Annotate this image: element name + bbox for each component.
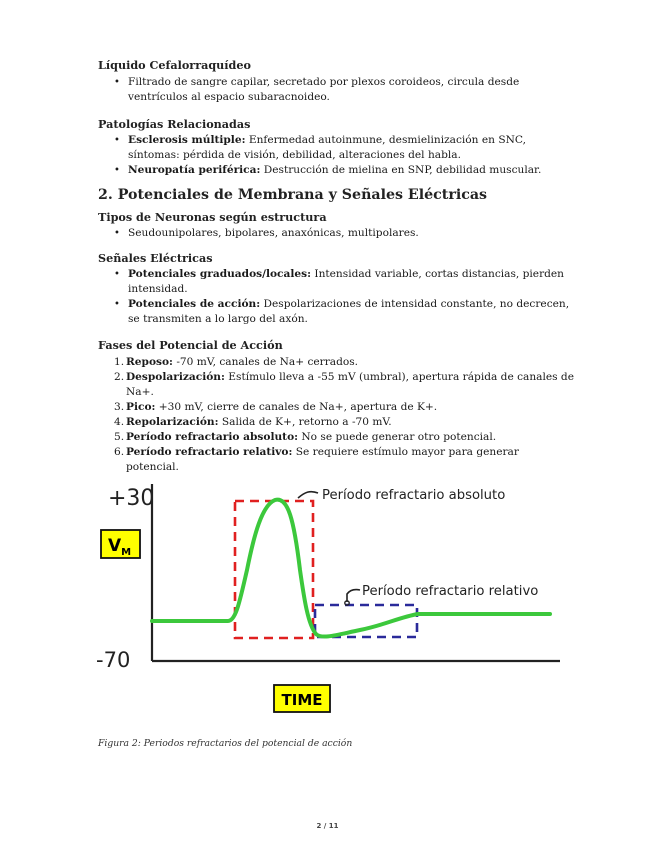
item-number: 1. (114, 356, 125, 368)
item-text: Despolarizaciones de intensidad constante, no decrecen, se transmiten a lo largo del axón. (128, 298, 570, 325)
item-number: 5. (114, 431, 125, 443)
item-term: Pico: (126, 401, 156, 413)
item-number: 6. (114, 446, 125, 458)
item-text: No se puede generar otro potencial. (298, 431, 497, 443)
item-term: Esclerosis múltiple: (128, 134, 246, 146)
signals-heading: Señales Eléctricas (98, 251, 213, 265)
item-number: 2. (114, 371, 125, 383)
bullet-icon: • (114, 269, 120, 280)
bullet-icon: • (114, 165, 120, 176)
item-text: Se requiere estímulo mayor para generar potencial. (126, 446, 519, 473)
relative-refractory-box (315, 605, 417, 637)
bullet-icon: • (114, 135, 120, 146)
pathologies-heading: Patologías Relacionadas (98, 117, 251, 131)
relative-refractory-label: Período refractario relativo (362, 584, 539, 599)
absolute-refractory-label: Período refractario absoluto (322, 488, 506, 503)
action-potential-trace (152, 500, 550, 637)
item-term: Reposo: (126, 356, 173, 368)
absolute-pointer (298, 492, 318, 498)
phases-heading: Fases del Potencial de Acción (98, 338, 283, 352)
item-number: 3. (114, 401, 125, 413)
item-text: Estímulo lleva a -55 mV (umbral), apertura rápida de canales de Na+. (126, 371, 574, 398)
item-text: Seudounipolares, bipolares, anaxónicas, multipolares. (128, 227, 419, 239)
bullet-icon: • (114, 228, 120, 239)
item-term: Período refractario relativo: (126, 446, 293, 458)
section-2-title: 2. Potenciales de Membrana y Señales Eléctricas (98, 187, 488, 203)
bullet-icon: • (114, 77, 120, 88)
item-text: Salida de K+, retorno a -70 mV. (218, 416, 392, 428)
item-term: Potenciales de acción: (128, 298, 261, 310)
bullet-icon: • (114, 299, 120, 310)
item-term: Repolarización: (126, 416, 219, 428)
item-text: +30 mV, cierre de canales de Na+, apertura de K+. (155, 401, 438, 413)
item-text: Destrucción de mielina en SNP, debilidad muscular. (260, 164, 542, 176)
figure-caption: Figura 2: Periodos refractarios del potencial de acción (98, 738, 353, 749)
item-text: Filtrado de sangre capilar, secretado por plexos coroideos, circula desde ventrículos al espacio subaracnoideo. (128, 76, 520, 103)
lcr-heading: Líquido Cefalorraquídeo (98, 58, 251, 72)
vm-label: $V_M$ (108, 536, 132, 558)
item-term: Neuropatía periférica: (128, 164, 261, 176)
y-bottom-label: -70 (96, 648, 131, 672)
item-term: Potenciales graduados/locales: (128, 268, 312, 280)
neuron-types-heading: Tipos de Neuronas según estructura (98, 210, 327, 224)
y-top-label: +30 (108, 486, 155, 511)
item-number: 4. (114, 416, 125, 428)
item-text: Enfermedad autoinmune, desmielinización en SNC, síntomas: pérdida de visión, debilidad, alteraciones del habla. (128, 134, 526, 161)
time-label: TIME (281, 691, 323, 709)
item-term: Período refractario absoluto: (126, 431, 299, 443)
relative-pointer (347, 590, 360, 602)
item-text: Intensidad variable, cortas distancias, pierden intensidad. (128, 268, 565, 295)
page-number: 2 / 11 (316, 822, 339, 830)
item-text: -70 mV, canales de Na+ cerrados. (172, 356, 359, 368)
item-term: Despolarización: (126, 371, 225, 383)
relative-pointer-dot (345, 601, 349, 605)
